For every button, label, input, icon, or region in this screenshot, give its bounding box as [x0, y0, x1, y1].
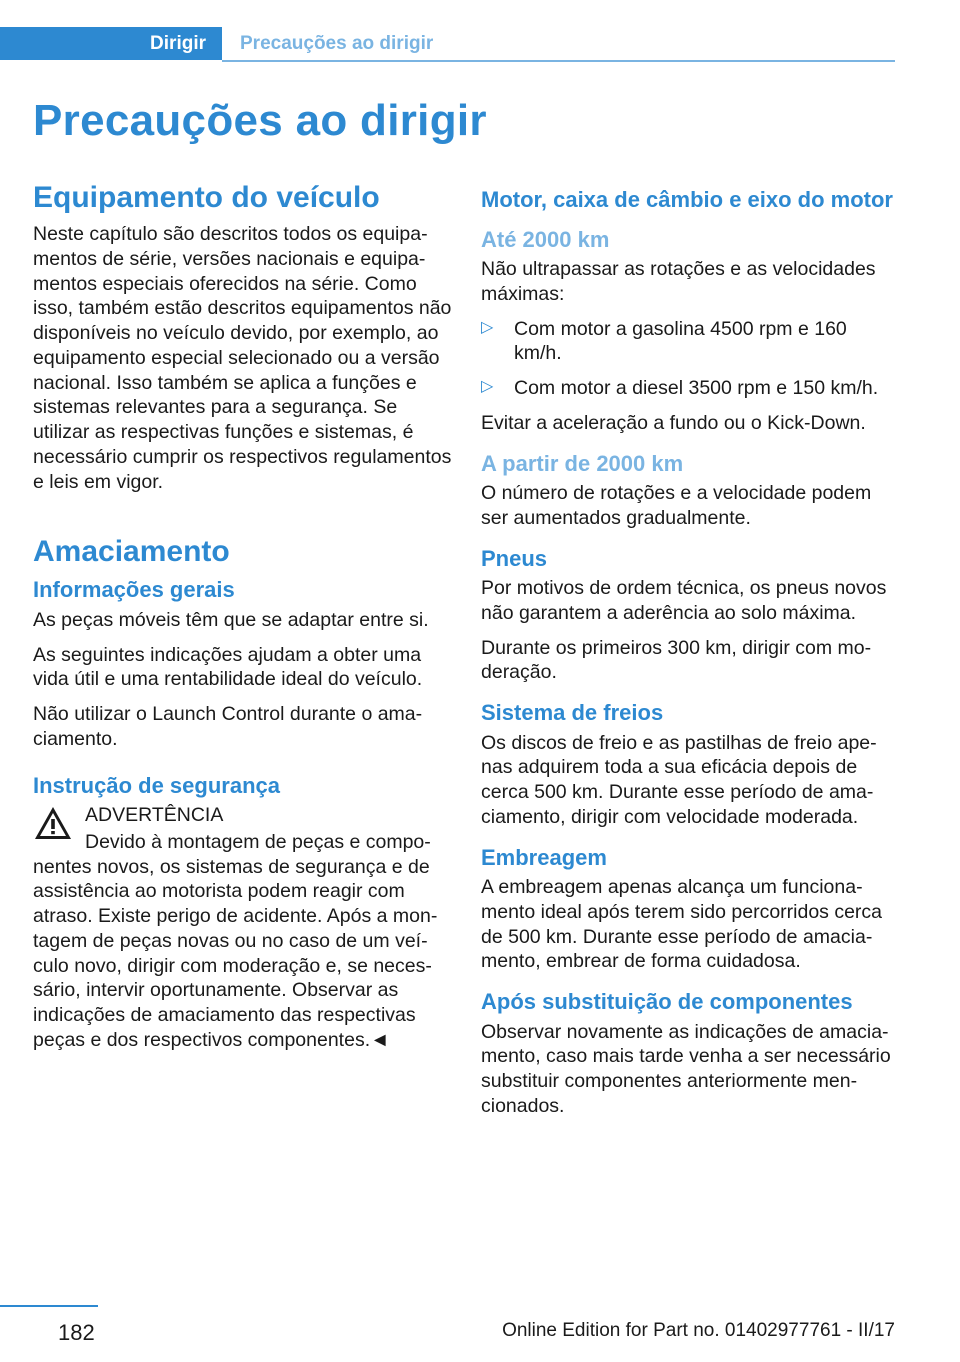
right-column	[481, 180, 899, 1129]
left-column	[33, 180, 453, 1063]
warning-text: Devido à montagem de peças e componentes novos, os sistemas de segurança e de assistência ao motorista podem reagir com atraso. Existe perigo de acidente. Após a montagem de peças novas ou no caso de um veículo novo, dirigir com moderação e, se necessário, intervir oportunamente. Observar as indicações de amaciamento das respectivas peças e dos respectivos componentes.◄	[33, 830, 438, 1051]
equipment-paragraph: Neste capítulo são descritos todos os equipamentos de série, versões nacionais e equipamentos especiais oferecidos na série. Como isso, também estão descritos equipamentos não disponíveis no veículo devido, por exemplo, ao equipamento especial selecionado ou a versão nacional. Isso também se aplica a funções e sistemas relevantes para a segurança. Se utilizar as respectivas funções e sistemas, é necessário cumprir os respectivos regulamentos e leis em vigor.	[33, 223, 452, 493]
triangle-bullet-icon: ▷	[481, 318, 494, 336]
from-2000km-paragraph: O número de rotações e a velocidade podem ser aumentados gradualmente.	[481, 482, 872, 529]
header-rule	[222, 60, 895, 62]
triangle-bullet-icon: ▷	[481, 378, 494, 395]
page-number: 182	[58, 1320, 95, 1345]
tires-paragraph-1: Por motivos de ordem técnica, os pneus novos não garantem a aderência ao solo máxima.	[481, 577, 887, 624]
safety-instruction-heading: Instrução de segurança	[33, 772, 280, 798]
engine-heading: Motor, caixa de câmbio e eixo do motor	[481, 187, 893, 212]
up-to-2000km-paragraph: Não ultrapassar as rotações e as velocidades máximas:	[481, 258, 876, 305]
clutch-heading: Embreagem	[481, 844, 607, 870]
list-item-text: Com motor a diesel 3500 rpm e 150 km/h.	[514, 377, 879, 399]
list-item	[481, 317, 899, 367]
running-header	[0, 27, 895, 62]
up-to-2000km-heading: Até 2000 km	[481, 226, 610, 252]
brakes-paragraph: Os discos de freio e as pastilhas de freio apenas adquirem toda a sua eficácia depois de cerca 500 km. Durante esse período de amaciamento, dirigir com velocidade moderada.	[481, 731, 877, 828]
general-info-paragraph-3: Não utilizar o Launch Control durante o amaciamento.	[33, 703, 423, 750]
header-section-tab: Dirigir	[0, 27, 222, 60]
break-in-heading: Amaciamento	[33, 535, 230, 569]
general-info-paragraph-1: As peças móveis têm que se adaptar entre si.	[33, 608, 429, 631]
warning-triangle-icon	[33, 805, 73, 841]
from-2000km-heading: A partir de 2000 km	[481, 450, 684, 476]
tires-paragraph-2: Durante os primeiros 300 km, dirigir com moderação.	[481, 636, 872, 684]
brakes-heading: Sistema de freios	[481, 700, 664, 725]
warning-title: ADVERTÊNCIA	[85, 804, 224, 826]
component-replacement-heading: Após substituição de componentes	[481, 989, 853, 1014]
component-replacement-paragraph: Observar novamente as indicações de amaciamento, caso mais tarde venha a ser necessário substituir componentes anteriormente mencionados.	[481, 1020, 891, 1117]
footer-rule	[0, 1305, 98, 1307]
general-info-heading: Informações gerais	[33, 577, 235, 603]
list-item	[481, 376, 899, 401]
tires-heading: Pneus	[481, 545, 548, 571]
header-subsection-label: Precauções ao dirigir	[240, 32, 434, 54]
list-item-text: Com motor a gasolina 4500 rpm e 160 km/h.	[514, 317, 847, 365]
page-title: Precauções ao dirigir	[33, 96, 487, 145]
clutch-paragraph: A embreagem apenas alcança um funcionamento ideal após terem sido percorridos cerca de 500 km. Durante esse período de amaciamento, embrear de forma cuidadosa.	[481, 876, 883, 973]
equipment-heading: Equipamento do veículo	[33, 181, 380, 214]
edition-note: Online Edition for Part no. 01402977761 - II/17	[502, 1320, 895, 1341]
kickdown-paragraph: Evitar a aceleração a fundo ou o Kick-Down.	[481, 411, 866, 434]
warning-block	[33, 803, 453, 1053]
general-info-paragraph-2: As seguintes indicações ajudam a obter uma vida útil e uma rentabilidade ideal do veículo.	[33, 643, 423, 691]
